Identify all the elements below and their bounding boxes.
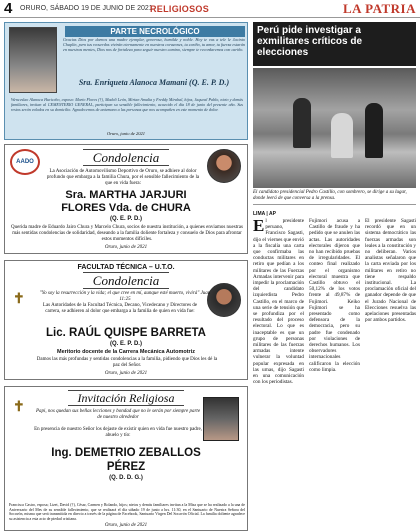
photo-figure (331, 113, 353, 158)
cross-icon: ✝ (13, 399, 25, 415)
deceased-name-line2: FLORES Vda. de CHURA (61, 202, 191, 214)
cross-icon: ✝ (13, 291, 25, 307)
necrology-family-text: Wenceslao Alanoca Huricebo, esposo: Mario Flores (†), Madeli León, Mirian Amalia y Freddy Mirabal, hijos, Jaqueal Pablo, nieto y demás familiares, invitan al CEMENTERIO GENERAL, participan su sensible fallecimiento, acaecido el día 18 de junio del presente año. Sus restos serán velados en su domicilio. Agradecemos de antemano a las personas que nos acompañen en este momento de dolor. (11, 97, 243, 112)
aado-logo: AADO (10, 149, 40, 175)
deceased-name-text: Sra. Enriqueta Alanoca Mamani (78, 78, 188, 87)
necrology-title: PARTE NECROLÓGICO (65, 26, 245, 37)
faculty-name: FACULTAD TÉCNICA – U.T.O. (77, 264, 175, 271)
article-byline: LIMA | AP (253, 211, 276, 217)
deceased-name-rip: (Q. E. P. D.) (189, 78, 230, 87)
article-column-2: Fujimori acusa a Castillo de fraude y ha pedido que se anulen las actas. Las autoridades electorales dijeron que no han recibido pruebas de irregularidades. El conteo final realizado por el organismo electoral muestra que Castillo obtuvo el 50,12% de los votos frente al 49,87% de Fujimori. Keiko Fujimori se ha presentado como defensora de la democracia, pero su padre fue condenado por violaciones de derechos humanos. Los observadores internacionales calificaron la elección como limpia. (309, 218, 360, 373)
religious-invitation (4, 386, 248, 531)
deceased-photo (203, 397, 239, 441)
rip-label: (Q. D. D. G.) (109, 475, 143, 481)
condolence-intro: Las Autoridades de la Facultad Técnica, Decano, Vicedecano y Directores de carrera, se adhieren al dolor que embarga a la familia de quien en vida fue: (42, 303, 198, 314)
photo-figure (365, 103, 383, 158)
article-body (253, 218, 416, 513)
condolence-title: Condolencia (5, 150, 247, 166)
necrology-notice (4, 22, 248, 140)
deceased-name-line1: Ing. DEMETRIO ZEBALLOS (51, 447, 201, 459)
drop-cap: E (253, 218, 265, 235)
condolence-date: Oruro, junio de 2021 (104, 245, 148, 250)
condolence-date: Oruro, junio de 2021 (104, 371, 148, 376)
deceased-name: Lic. RAÚL QUISPE BARRETA (46, 327, 206, 339)
deceased-name-line1: Sra. MARTHA JARJURI (65, 189, 187, 201)
condolence-faculty (4, 260, 248, 380)
condolence-body: Querida madre de Eduardo Jairo Chura y Marcelo Chura, socios de nuestra institución, a quienes enviamos nuestras más sentidas condolencias de solidaridad, deseando a la familia doliente fortaleza y consuelo de Dios para afrontar estos momentos difíciles. (11, 225, 243, 242)
invitation-title: Invitación Religiosa (5, 391, 247, 406)
condolence-body: Damos las más profundas y sentidas condolencias a la familia, pidiendo que Dios les dé la paz del Señor. (36, 357, 218, 368)
section-title: RELIGIOSOS (150, 4, 210, 14)
rip-label: (Q. E. P. D.) (110, 216, 142, 222)
deceased-role: Meritorio docente de la Carrera Mecánica Automotriz (57, 349, 195, 355)
rip-label: (Q. E. P. D.) (110, 341, 142, 347)
necrology-date: Oruro, junio de 2021 (106, 131, 146, 136)
article-column-3: El presidente Sagasti recordó que en un sistema democrático las fuerzas armadas son leales a la constitución y no deliberan. Varios analistas señalaron que la carta enviada por los militares en retiro no tiene respaldo institucional. La proclamación oficial del ganador depende de que el Jurado Nacional de Elecciones resuelva las apelaciones presentadas por ambos partidos. (365, 218, 416, 324)
header-date: ORURO, SÁBADO 19 DE JUNIO DE 2021 (20, 5, 153, 12)
invitation-footer: Francisca Castro, esposa; Lizet, David (†), César, Carmen y Rolando, hijos; nietos y demás familiares invitan a la Misa que se ha realizado a la una de Aniversario del Mes de su sensible fallecimiento, que se realizará el día sábado 19 de junio a hrs. 11:30, en el Santuario de Nuestra Señora del Socavón, misma que será transmitida en directo a través de la página de Facebook, Santuario Virgen Del Socavón Oficial. La familia doliente agradece su asistencia a esta acto de piedad cristiana. (9, 503, 245, 521)
article-headline: Perú pide investigar a exmilitares críticos de elecciones (253, 22, 416, 66)
deceased-photo (9, 27, 57, 93)
article-photo (253, 68, 416, 188)
article-column-1 (253, 218, 304, 513)
photo-figure (293, 98, 311, 148)
deceased-name-line2: PÉREZ (106, 461, 146, 473)
invitation-intro: En presencia de nuestro Señor los dejaste de existir quien en vida fue nuestro padre, abuelo y tío: (34, 427, 202, 438)
article-column-1-text: l presidente peruano, Francisco Sagasti, dijo el viernes que envió a la fiscalía una carta que confirmaba las conductas militares en retiro que pedían a los militares de las Fuerzas Armadas intervenir para impedir la proclamación del candidato izquierdista Pedro Castillo, en el marco de una serie de tensión que se profundiza por el resultado del proceso electoral. Lo que es inaceptable es que un grupo de personas militares de las fuerzas armadas intente vulnerar la voluntad popular expresada en las urnas, dijo Sagasti en una comunicación con los periodistas. (253, 218, 304, 386)
page-number: 4 (4, 0, 13, 17)
page-header (0, 0, 420, 18)
bible-quote: "Yo soy la resurrección y la vida; el que cree en mí, aunque esté muerto, vivirá" Juan 11:25 (39, 291, 211, 302)
deceased-name (63, 78, 245, 87)
condolence-title: Condolencia (5, 273, 247, 289)
condolence-intro: La Asociación de Automovilismo Deportivo de Oruro, se adhiere al dolor profundo que embarga a la familia Chura, por el sensible fallecimiento de la que en vida fuera: (46, 169, 200, 186)
invitation-quote: Papi, nos quedan sus bellas lecciones y bondad que no le serán por siempre parte de nuestro alrededor (35, 409, 201, 420)
necrology-text: Gracias Dios por darnos una madre ejemplar, generosa, humilde y noble. Hoy te vas a tele le Jacinto Chaplin, pero tus recuerdos vivirán eternamente en nuestros corazones, tu cariño, tu amor, tu fuerza estarán en nuestras mentes, Dios nos de fortaleza para seguir nuestro camino, siempre te recordaremos con cariño. (63, 37, 245, 52)
condolence-aado (4, 144, 248, 254)
invitation-date: Oruro, junio de 2021 (104, 523, 148, 528)
photo-caption: El candidato presidencial Pedro Castillo, con sombrero, se dirige a su lugar, donde leerá de que conversa a la prensa. (253, 190, 416, 205)
newspaper-brand: LA PATRIA (343, 1, 416, 16)
